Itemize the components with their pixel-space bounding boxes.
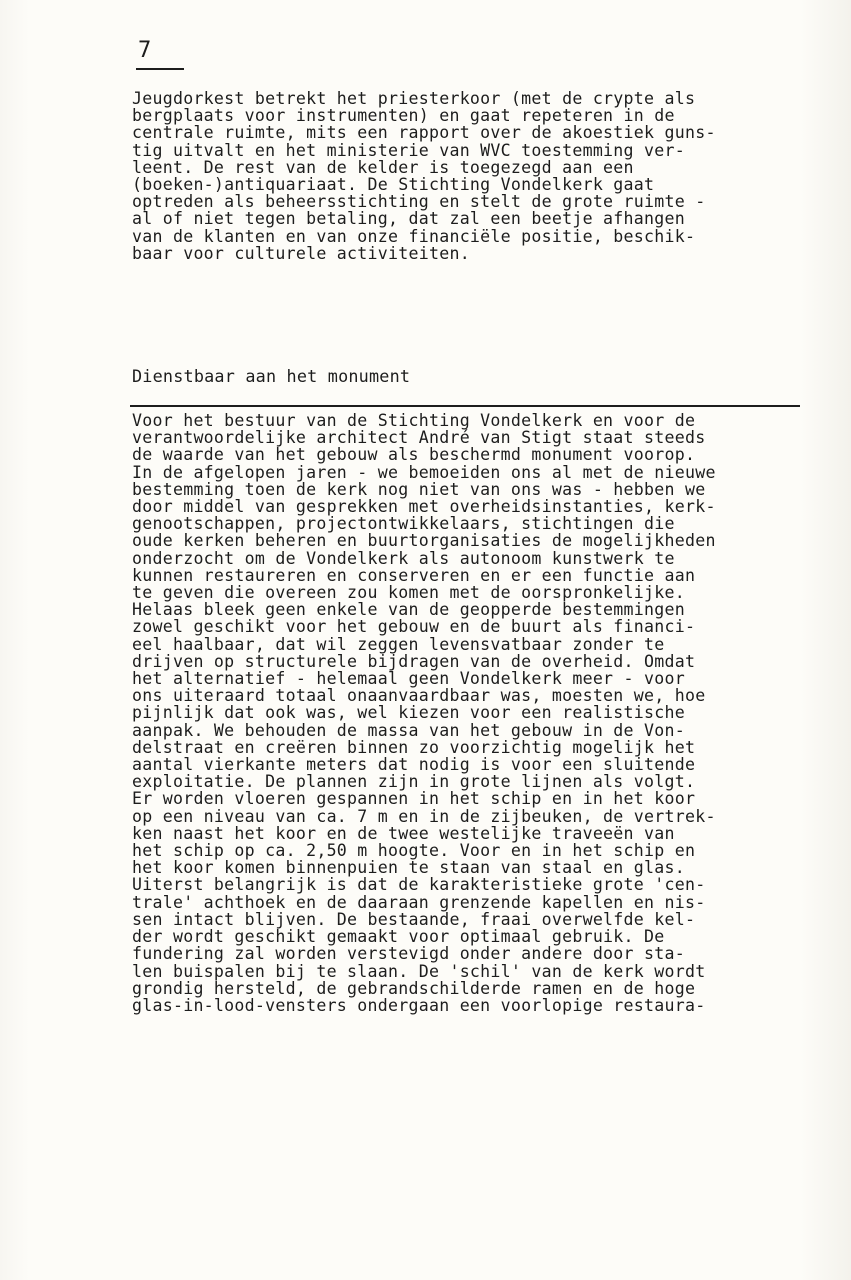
text-line: Helaas bleek geen enkele van de geopperde bestemmingen (132, 600, 685, 620)
section-heading-rule (130, 405, 800, 407)
text-line: grondig hersteld, de gebrandschilderde ramen en de hoge (132, 978, 696, 998)
text-line: oude kerken beheren en buurtorganisaties de mogelijkheden (132, 531, 716, 551)
text-line: ons uiteraard totaal onaanvaardbaar was, moesten we, hoe (132, 686, 706, 706)
text-line: In de afgelopen jaren - we bemoeiden ons al met de nieuwe (132, 462, 716, 482)
text-line: de waarde van het gebouw als beschermd monument voorop. (132, 445, 696, 465)
text-line: trale' achthoek en de daaraan grenzende kapellen en nis- (132, 892, 706, 912)
text-line: Jeugdorkest betrekt het priesterkoor (met de crypte als (132, 89, 696, 108)
text-line: Uiterst belangrijk is dat de karakteristieke grote 'cen- (132, 875, 706, 895)
text-line: drijven op structurele bijdragen van de overheid. Omdat (132, 651, 696, 671)
text-line: al of niet tegen betaling, dat zal een beetje afhangen (132, 209, 685, 229)
text-line: het koor komen binnenpuien te staan van staal en glas. (132, 858, 685, 878)
text-line: Voor het bestuur van de Stichting Vondelkerk en voor de (132, 411, 696, 430)
page-number-underline (136, 68, 184, 70)
text-line: onderzocht om de Vondelkerk als autonoom kunstwerk te (132, 548, 675, 568)
text-line: pijnlijk dat ook was, wel kiezen voor een realistische (132, 703, 685, 723)
text-line: bestemming toen de kerk nog niet van ons was - hebben we (132, 479, 706, 499)
text-line: kunnen restaureren en conserveren en er een functie aan (132, 565, 696, 585)
text-line: delstraat en creëren binnen zo voorzichtig mogelijk het (132, 737, 696, 757)
text-line: len buispalen bij te slaan. De 'schil' van de kerk wordt (132, 961, 706, 981)
text-line: het schip op ca. 2,50 m hoogte. Voor en in het schip en (132, 841, 696, 861)
page-number: 7 (138, 38, 152, 63)
text-line: verantwoordelijke architect André van Stigt staat steeds (132, 428, 706, 448)
text-line: tig uitvalt en het ministerie van WVC toestemming ver- (132, 140, 685, 160)
text-line: bergplaats voor instrumenten) en gaat repeteren in de (132, 106, 675, 126)
section-heading: Dienstbaar aan het monument (132, 366, 411, 386)
text-line: op een niveau van ca. 7 m en in de zijbeuken, de vertrek- (132, 806, 716, 826)
text-line: het alternatief - helemaal geen Vondelkerk meer - voor (132, 669, 685, 689)
paragraph-2 (132, 412, 812, 1014)
text-line: centrale ruimte, mits een rapport over de akoestiek guns- (132, 123, 716, 143)
text-line: fundering zal worden verstevigd onder andere door sta- (132, 944, 685, 964)
text-line: baar voor culturele activiteiten. (132, 243, 470, 263)
text-line: Er worden vloeren gespannen in het schip en in het koor (132, 789, 696, 809)
text-line: zowel geschikt voor het gebouw en de buurt als financi- (132, 617, 696, 637)
text-line: exploitatie. De plannen zijn in grote lijnen als volgt. (132, 772, 696, 792)
text-line: der wordt geschikt gemaakt voor optimaal gebruik. De (132, 927, 665, 947)
text-line: genootschappen, projectontwikkelaars, stichtingen die (132, 514, 675, 534)
text-line: glas-in-lood-vensters ondergaan een voorlopige restaura- (132, 995, 706, 1015)
text-line: leent. De rest van de kelder is toegezegd aan een (132, 157, 634, 177)
text-line: door middel van gesprekken met overheidsinstanties, kerk- (132, 497, 716, 517)
text-line: eel haalbaar, dat wil zeggen levensvatbaar zonder te (132, 634, 665, 654)
text-line: ken naast het koor en de twee westelijke traveeën van (132, 823, 675, 843)
text-line: optreden als beheersstichting en stelt de grote ruimte - (132, 192, 706, 212)
text-line: aantal vierkante meters dat nodig is voor een sluitende (132, 755, 696, 775)
text-line: (boeken-)antiquariaat. De Stichting Vondelkerk gaat (132, 175, 655, 195)
text-line: te geven die overeen zou komen met de oorspronkelijke. (132, 583, 685, 603)
text-line: van de klanten en van onze financiële positie, beschik- (132, 226, 696, 246)
text-line: aanpak. We behouden de massa van het gebouw in de Von- (132, 720, 685, 740)
paragraph-1 (132, 90, 812, 262)
text-line: sen intact blijven. De bestaande, fraai overwelfde kel- (132, 909, 696, 929)
